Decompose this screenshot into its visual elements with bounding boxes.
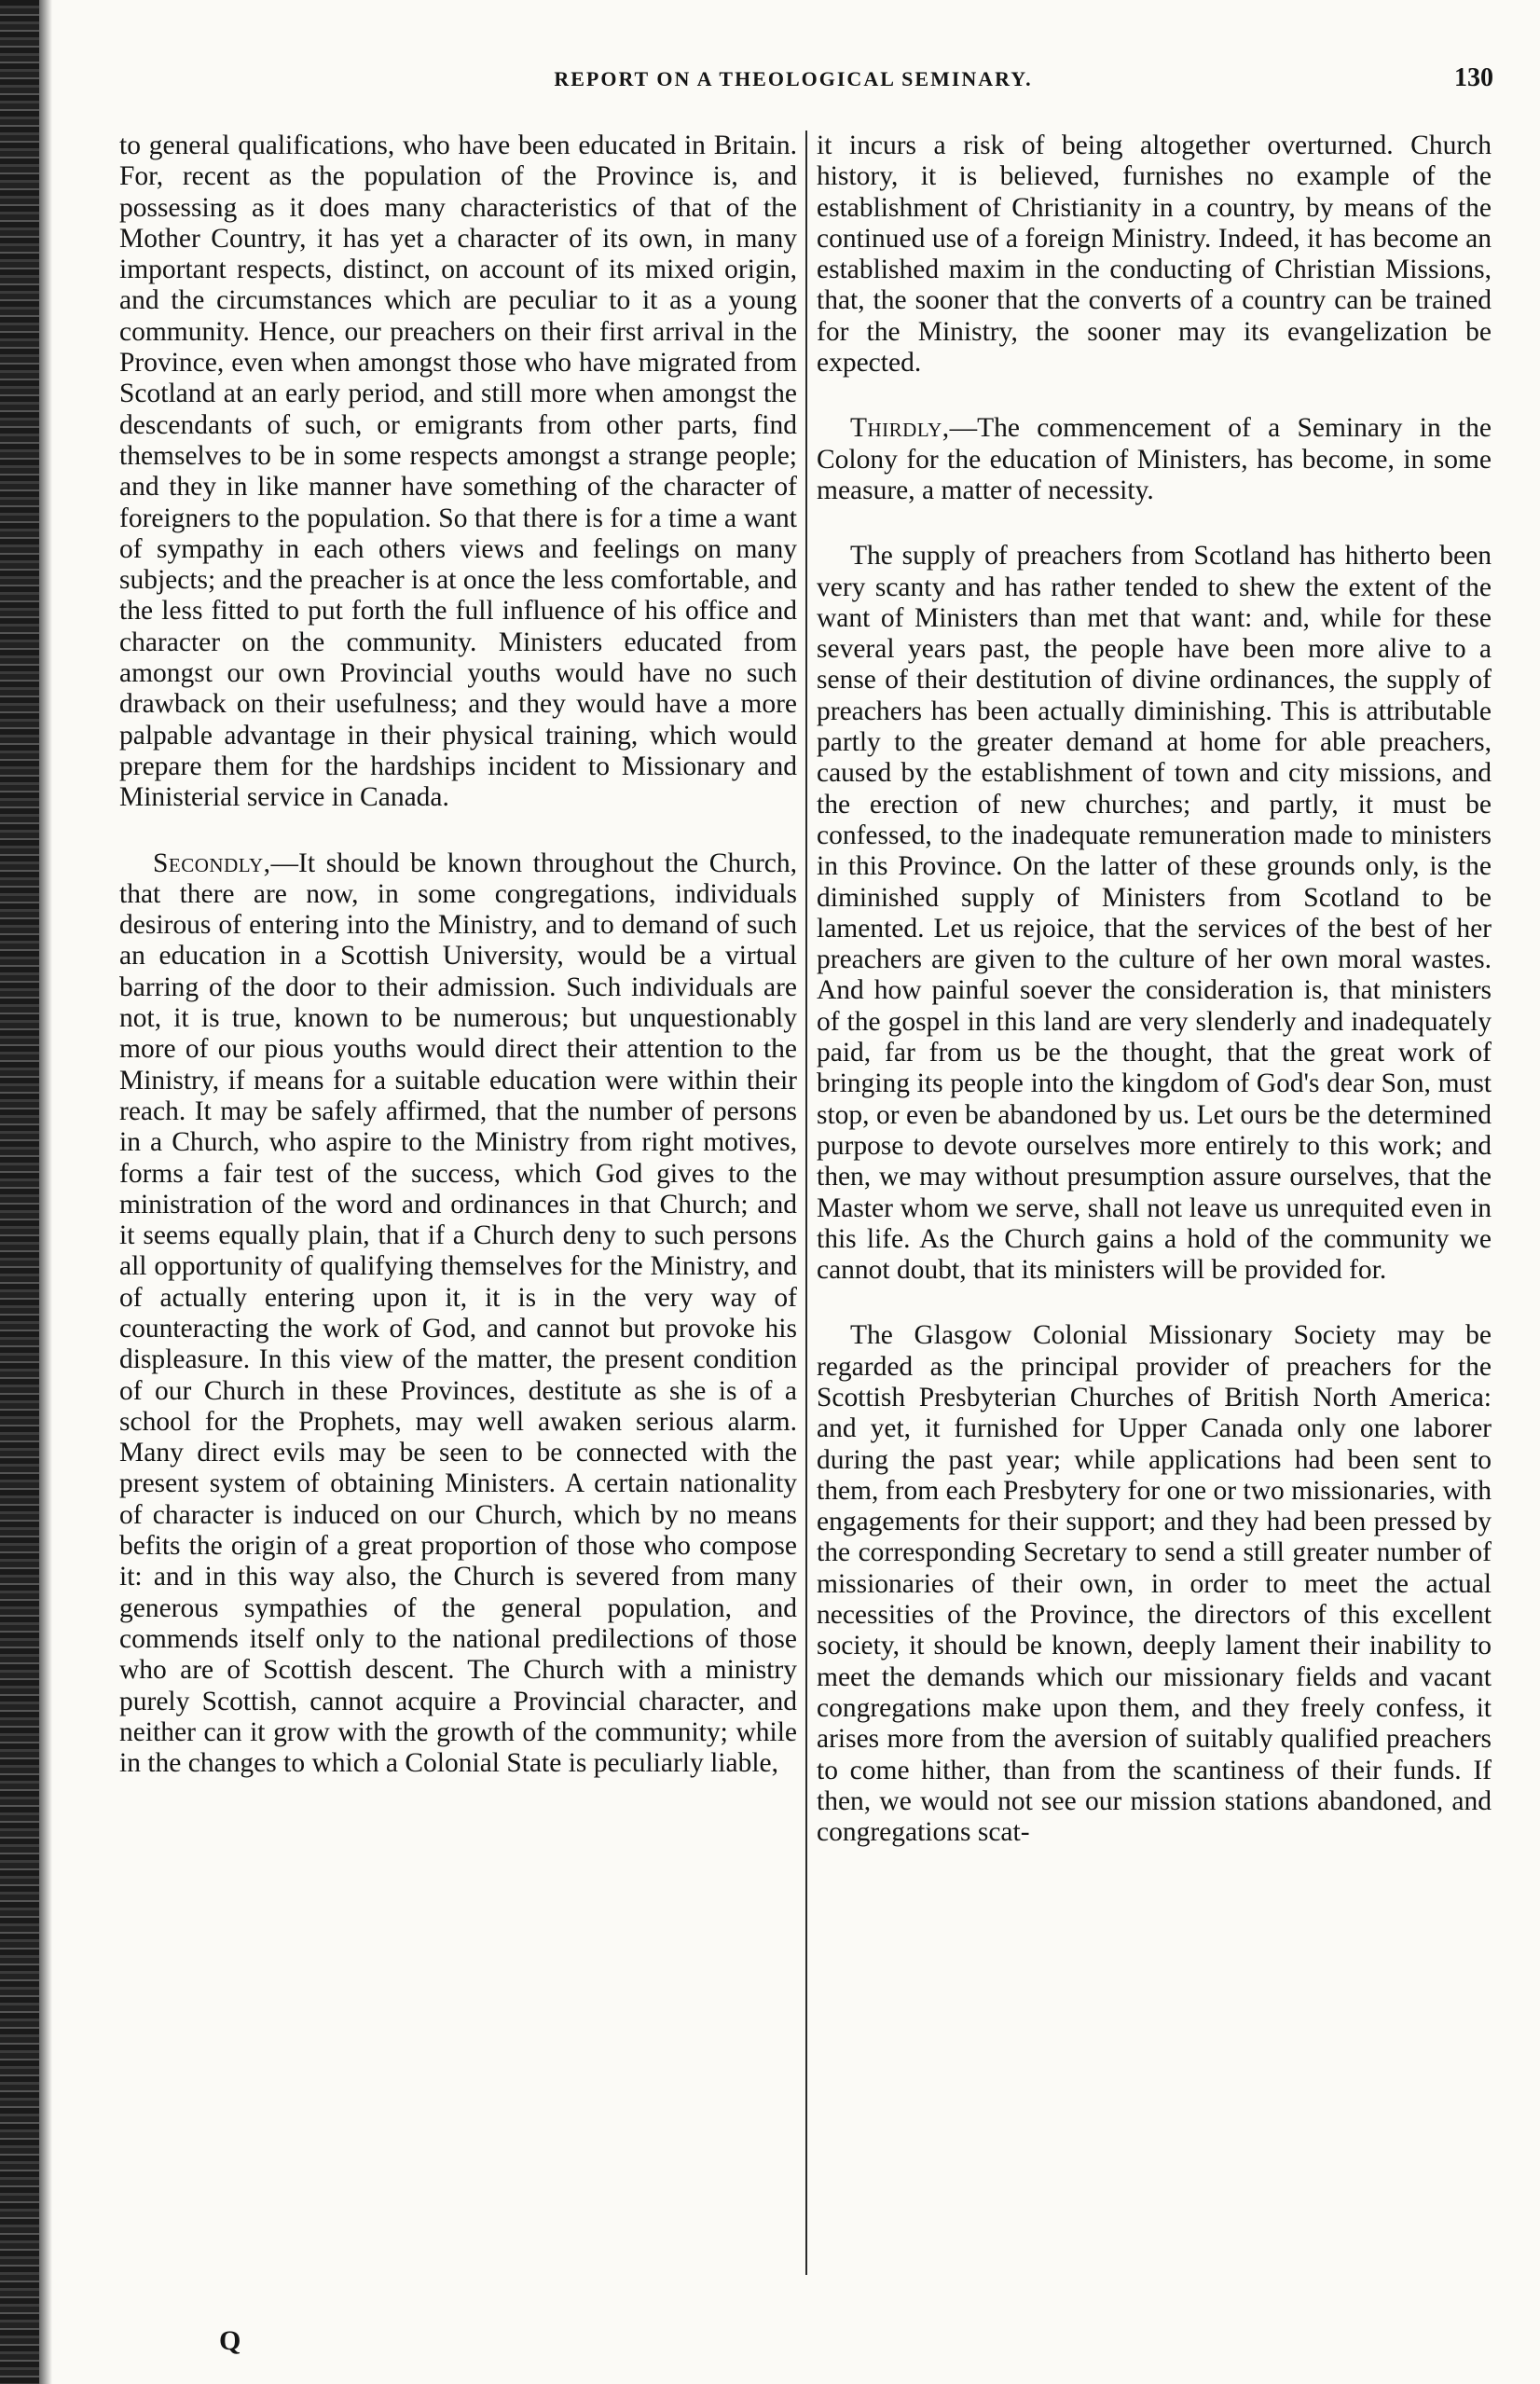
page-number: 130	[1454, 63, 1493, 92]
paragraph-lead-thirdly: Thirdly,	[850, 413, 950, 444]
column-divider	[805, 131, 807, 2275]
signature-mark: Q	[219, 2325, 241, 2356]
right-paragraph-4: The Glasgow Colonial Missionary Society may be regarded as the principal provider of preachers for the Scottish Presbyterian Churches of British North America: and yet, it furnished for Upper Canada only one laborer during the past year; while applications had been sent to them, from each Presbytery for one or two missionaries, with engagements for their support; and they had been pressed by the corresponding Secretary to send a still greater number of missionaries of their own, in order to meet the actual necessities of the Province, the directors of this excellent society, it should be known, deeply lament their inability to meet the demands which our missionary fields and vacant congregations make upon them, and they freely confess, it arises more from the aversion of suitably qualified preachers to come hither, than from the scantiness of their funds. If then, we would not see our mission stations abandoned, and congregations scat-	[817, 1320, 1492, 1848]
right-paragraph-1: it incurs a risk of being altogether overturned. Church history, it is believed, furnishes no example of the establishment of Christianity in a country, by means of the continued use of a foreign Ministry. Indeed, it has become an established maxim in the conducting of Christian Missions, that, the sooner that the converts of a country can be trained for the Ministry, the sooner may its evangelization be expected.	[817, 131, 1492, 379]
scan-edge	[0, 0, 39, 2384]
right-column	[817, 131, 1492, 2331]
left-column	[119, 131, 797, 2331]
left-paragraph-1: to general qualifications, who have been educated in Britain. For, recent as the population of the Province is, and possessing as it does many characteristics of that of the Mother Country, it has yet a character of its own, in many important respects, distinct, on account of its mixed origin, and the circumstances which are peculiar to it as a young community. Hence, our preachers on their first arrival in the Province, even when amongst those who have migrated from Scotland at an early period, and still more when amongst the descendants of such, or emigrants from other parts, find themselves to be in some respects amongst a strange people; and they in like manner have something of the character of foreigners to the population. So that there is for a time a want of sympathy in each others views and feelings on many subjects; and the preacher is at once the less comfortable, and the less fitted to put forth the full influence of his office and character on the community. Ministers educated from amongst our own Provincial youths would have no such drawback on their usefulness; and they would have a more palpable advantage in their physical training, which would prepare them for the hardships incident to Missionary and Ministerial service in Canada.	[119, 131, 797, 813]
scan-edge-shadow	[39, 0, 52, 2384]
right-paragraph-3: The supply of preachers from Scotland has hitherto been very scanty and has rather tended to shew the extent of the want of Ministers than met that want: and, while for these several years past, the people have been more alive to a sense of their destitution of divine ordinances, the supply of preachers has been actually diminishing. This is attributable partly to the greater demand at home for able preachers, caused by the establishment of town and city missions, and the erection of new churches; and partly, it must be confessed, to the inadequate remuneration made to ministers in this Province. On the latter of these grounds only, is the diminished supply of Ministers from Scotland to be lamented. Let us rejoice, that the services of the best of her preachers are given to the culture of her own moral wastes. And how painful soever the consideration is, that ministers of the gospel in this land are very slenderly and inadequately paid, far from us be the thought, that the great work of bringing its people into the kingdom of God's dear Son, must stop, or even be abandoned by us. Let ours be the determined purpose to devote ourselves more entirely to this work; and then, we may without presumption assure ourselves, that the Master whom we serve, shall not leave us unrequited even in this life. As the Church gains a hold of the community we cannot doubt, that its ministers will be provided for.	[817, 541, 1492, 1286]
right-paragraph-2	[817, 413, 1492, 506]
left-paragraph-2	[119, 848, 797, 1780]
left-paragraph-2-text: —It should be known throughout the Church, that there are now, in some congregations, individuals desirous of entering into the Ministry, and to demand of such an education in a Scottish University, would be a virtual barring of the door to their admission. Such individuals are not, it is true, known to be numerous; but unquestionably more of our pious youths would direct their attention to the Ministry, if means for a suitable education were within their reach. It may be safely affirmed, that the number of persons in a Church, who aspire to the Ministry from right motives, forms a fair test of the success, which God gives to the ministration of the word and ordinances in that Church; and it seems equally plain, that if a Church deny to such persons all opportunity of qualifying themselves for the Ministry, and of actually entering upon it, it is in the very way of counteracting the work of God, and cannot but provoke his displeasure. In this view of the matter, the present condition of our Church in these Provinces, destitute as she is of a school for the Prophets, may well awaken serious alarm. Many direct evils may be seen to be connected with the present system of obtaining Ministers. A certain nationality of character is induced on our Church, which by no means befits the origin of a great proportion of those who compose it: and in this way also, the Church is severed from many generous sympathies of the general population, and commends itself only to the national predilections of those who are of Scottish descent. The Church with a ministry purely Scottish, cannot acquire a Provincial character, and neither can it grow with the growth of the community; while in the changes to which a Colonial State is peculiarly liable,	[119, 847, 797, 1779]
running-title: REPORT ON A THEOLOGICAL SEMINARY.	[554, 67, 1033, 90]
running-head	[84, 63, 1503, 104]
right-paragraph-2-text: —The commencement of a Seminary in the Colony for the education of Ministers, has become, in some measure, a matter of necessity.	[817, 413, 1492, 505]
paragraph-lead-secondly: Secondly,	[153, 847, 271, 878]
